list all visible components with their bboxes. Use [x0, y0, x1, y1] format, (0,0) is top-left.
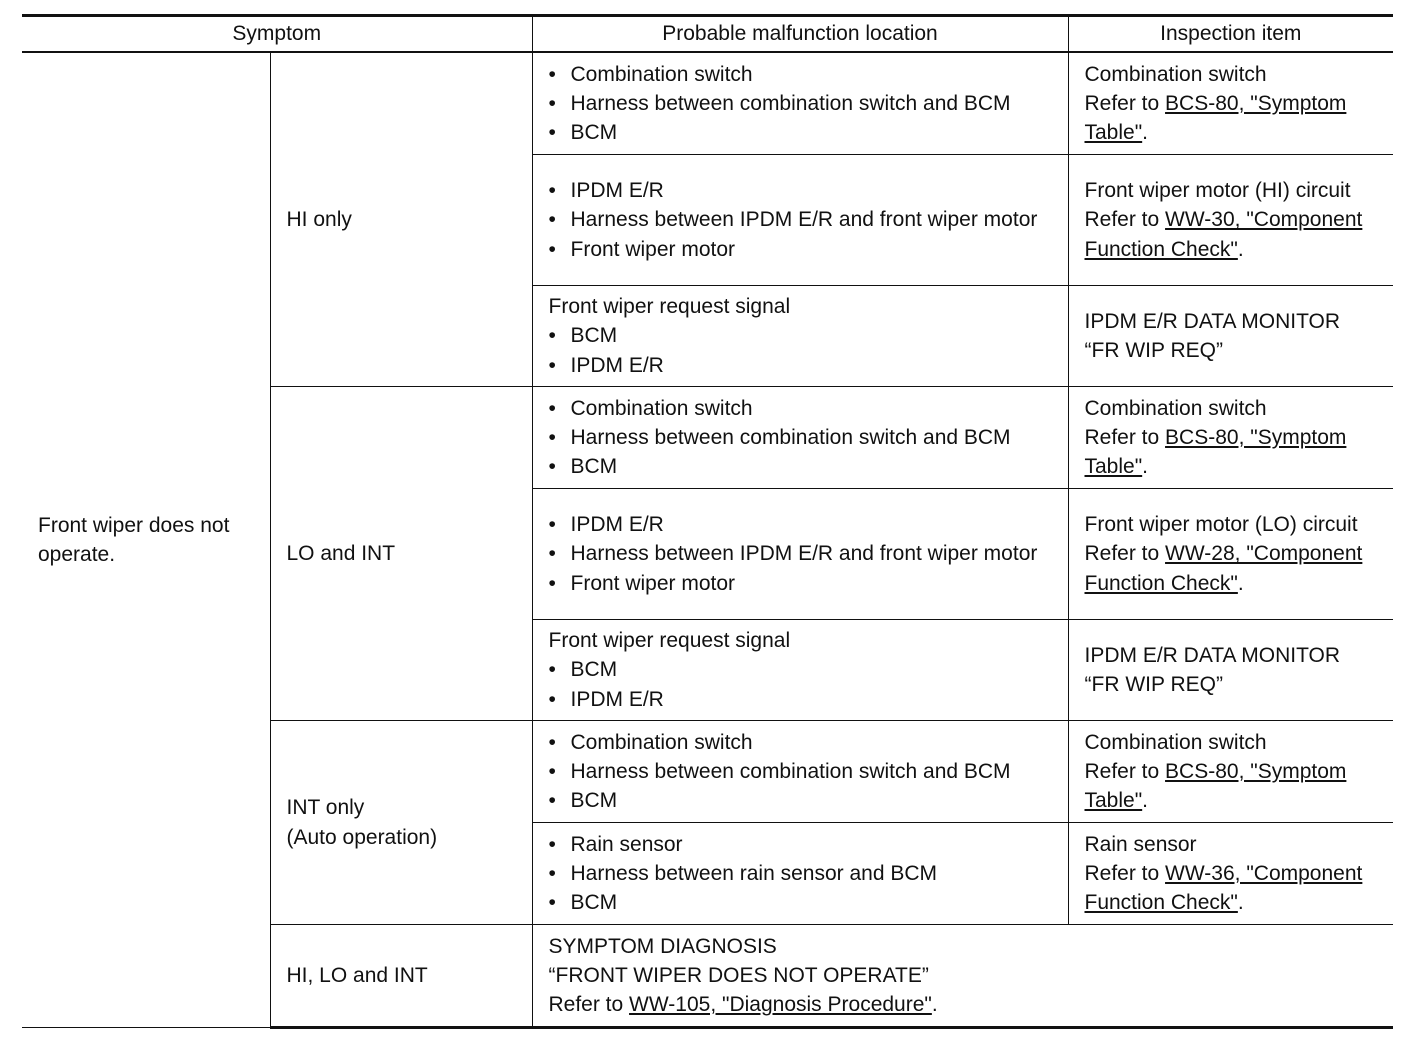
list-item: • Harness between IPDM E/R and front wiper motor [549, 205, 1060, 234]
data-monitor-title: IPDM E/R DATA MONITOR [1084, 309, 1341, 333]
diagnosis-cell [532, 925, 1393, 1028]
ref-link-ww-28[interactable]: WW-28, "Component Function Check" [1084, 542, 1363, 595]
list-item: • IPDM E/R [549, 510, 1060, 539]
location-cell [532, 387, 1068, 489]
list-item: • Combination switch [549, 60, 1060, 89]
inspection-title: Combination switch [1084, 62, 1267, 86]
main-symptom: Front wiper does not operate. [22, 52, 270, 1028]
inspection-title: Combination switch [1084, 730, 1267, 754]
refer-text: Refer to [1084, 759, 1166, 783]
symptom-table [22, 14, 1393, 1029]
ref-link-bcs-80[interactable]: BCS-80, "Symptom Table" [1084, 759, 1347, 813]
sub-symptom-int-only [270, 721, 532, 925]
inspection-cell [1068, 823, 1393, 925]
inspection-cell [1068, 387, 1393, 489]
inspection-title: Combination switch [1084, 396, 1267, 420]
refer-text: Refer to [1084, 208, 1166, 232]
location-cell [532, 823, 1068, 925]
location-list [549, 830, 1060, 918]
list-item: • Front wiper motor [549, 569, 1060, 598]
data-monitor-title: IPDM E/R DATA MONITOR [1084, 643, 1341, 667]
location-list [549, 321, 1060, 380]
inspection-title: Front wiper motor (HI) circuit [1084, 179, 1351, 203]
list-item: • Harness between combination switch and BCM [549, 757, 1060, 786]
inspection-title: Rain sensor [1084, 832, 1197, 856]
table-row [22, 52, 1393, 155]
location-cell [532, 620, 1068, 721]
ref-link-ww-30[interactable]: WW-30, "Component Function Check" [1084, 208, 1363, 261]
list-item: • IPDM E/R [549, 685, 1060, 714]
diagnosis-subtitle: “FRONT WIPER DOES NOT OPERATE” [548, 963, 929, 987]
refer-text: Refer to [1084, 91, 1166, 115]
list-item: • BCM [549, 655, 1060, 684]
period: . [1237, 571, 1244, 595]
sub-symptom-hi-only: HI only [270, 52, 532, 387]
period: . [931, 993, 938, 1017]
list-item: • BCM [549, 321, 1060, 350]
refer-text: Refer to [1084, 861, 1166, 885]
location-cell [532, 52, 1068, 155]
data-monitor-item: “FR WIP REQ” [1084, 673, 1223, 696]
header-location: Probable malfunction location [532, 16, 1068, 53]
list-item: • IPDM E/R [549, 176, 1060, 205]
list-item: • Combination switch [549, 394, 1060, 423]
inspection-title: Front wiper motor (LO) circuit [1084, 513, 1358, 537]
list-item: • Harness between rain sensor and BCM [549, 859, 1060, 888]
period: . [1142, 121, 1149, 145]
list-item: • IPDM E/R [549, 351, 1060, 380]
period: . [1142, 789, 1149, 813]
inspection-cell [1068, 489, 1393, 620]
list-item: • BCM [549, 452, 1060, 481]
ref-link-bcs-80[interactable]: BCS-80, "Symptom Table" [1084, 91, 1347, 145]
location-list [549, 655, 1060, 714]
list-item: • BCM [549, 786, 1060, 815]
list-item: • BCM [549, 118, 1060, 147]
location-cell [532, 286, 1068, 387]
sub-symptom-hi-lo-int: HI, LO and INT [270, 925, 532, 1028]
list-item: • Harness between IPDM E/R and front wiper motor [549, 539, 1060, 568]
sub-symptom-auto-operation: (Auto operation) [286, 825, 438, 849]
data-monitor-item: “FR WIP REQ” [1084, 339, 1223, 362]
period: . [1237, 237, 1244, 261]
header-row [22, 16, 1393, 53]
ref-link-bcs-80[interactable]: BCS-80, "Symptom Table" [1084, 425, 1347, 479]
header-inspection: Inspection item [1068, 16, 1393, 53]
list-item: • BCM [549, 888, 1060, 917]
location-cell [532, 721, 1068, 823]
period: . [1237, 891, 1244, 915]
diagnosis-title: SYMPTOM DIAGNOSIS [548, 934, 777, 958]
refer-text: Refer to [548, 993, 630, 1017]
list-item: • Combination switch [549, 728, 1060, 757]
request-signal-title: Front wiper request signal [548, 629, 791, 653]
location-list [549, 510, 1060, 598]
sub-symptom-int-only-label: INT only [286, 796, 365, 820]
inspection-cell [1068, 52, 1393, 155]
location-cell [532, 489, 1068, 620]
sub-symptom-lo-int: LO and INT [270, 387, 532, 721]
period: . [1142, 455, 1149, 479]
refer-text: Refer to [1084, 425, 1166, 449]
location-cell [532, 155, 1068, 286]
list-item: • Front wiper motor [549, 235, 1060, 264]
location-list [549, 60, 1060, 148]
location-list [549, 394, 1060, 482]
request-signal-title: Front wiper request signal [548, 295, 791, 319]
inspection-cell [1068, 620, 1393, 721]
ref-link-ww-36[interactable]: WW-36, "Component Function Check" [1084, 861, 1363, 915]
list-item: • Harness between combination switch and BCM [549, 89, 1060, 118]
location-list [549, 728, 1060, 816]
inspection-cell [1068, 286, 1393, 387]
ref-link-ww-105[interactable]: WW-105, "Diagnosis Procedure" [629, 993, 932, 1017]
inspection-cell [1068, 721, 1393, 823]
location-list [549, 176, 1060, 264]
refer-text: Refer to [1084, 542, 1166, 566]
list-item: • Harness between combination switch and BCM [549, 423, 1060, 452]
list-item: • Rain sensor [549, 830, 1060, 859]
inspection-cell [1068, 155, 1393, 286]
header-symptom: Symptom [22, 16, 532, 53]
